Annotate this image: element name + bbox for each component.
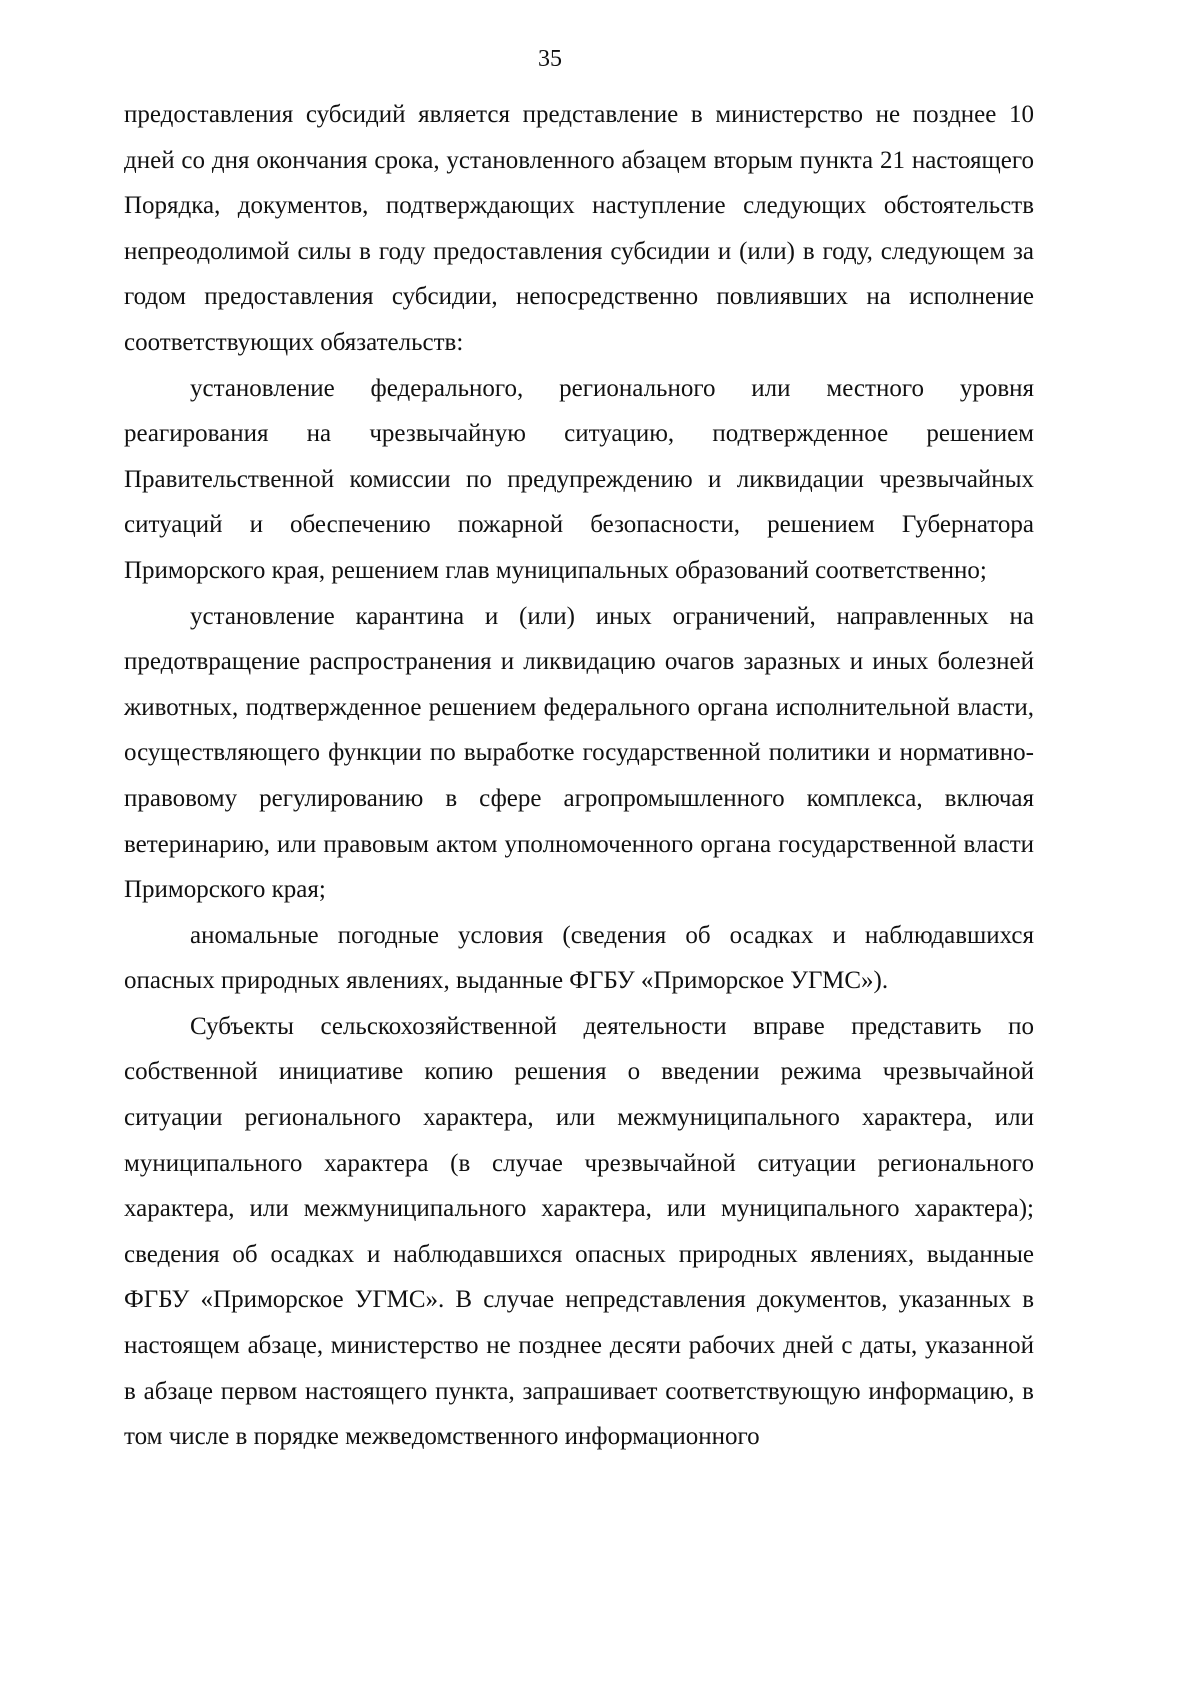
paragraph-continuation: предоставления субсидий является представление в министерство не позднее 10 дней со дня окончания срока, установленного абзацем вторым пункта 21 настоящего Порядка, документов, подтверждающих наступление следующих обстоятельств непреодолимой силы в году предоставления субсидии и (или) в году, следующем за годом предоставления субсидии, непосредственно повлиявших на исполнение соответствующих обязательств: [124,101,1034,356]
paragraph-quarantine: установление карантина и (или) иных ограничений, направленных на предотвращение распространения и ликвидацию очагов заразных и иных болезней животных, подтвержденное решением федерального органа исполнительной власти, осуществляющего функции по выработке государственной политики и нормативно-правовому регулированию в сфере агропромышленного комплекса, включая ветеринарию, или правовым актом уполномоченного органа государственной власти Приморского края; [124,602,1034,904]
document-body [124,92,1034,1460]
paragraph-weather: аномальные погодные условия (сведения об осадках и наблюдавшихся опасных природных явлениях, выданные ФГБУ «Приморское УГМС»). [124,921,1034,995]
paragraph-subjects: Субъекты сельскохозяйственной деятельности вправе представить по собственной инициативе копию решения о введении режима чрезвычайной ситуации регионального характера, или межмуниципального характера, или муниципального характера (в случае чрезвычайной ситуации регионального характера, или межмуниципального характера, или муниципального характера); сведения об осадках и наблюдавшихся опасных природных явлениях, выданные ФГБУ «Приморское УГМС». В случае непредставления документов, указанных в настоящем абзаце, министерство не позднее десяти рабочих дней с даты, указанной в абзаце первом настоящего пункта, запрашивает соответствующую информацию, в том числе в порядке межведомственного информационного [124,1012,1034,1451]
paragraph-emergency-response: установление федерального, регионального или местного уровня реагирования на чрезвычайную ситуацию, подтвержденное решением Правительственной комиссии по предупреждению и ликвидации чрезвычайных ситуаций и обеспечению пожарной безопасности, решением Губернатора Приморского края, решением глав муниципальных образований соответственно; [124,374,1034,584]
page-number: 35 [538,46,562,72]
